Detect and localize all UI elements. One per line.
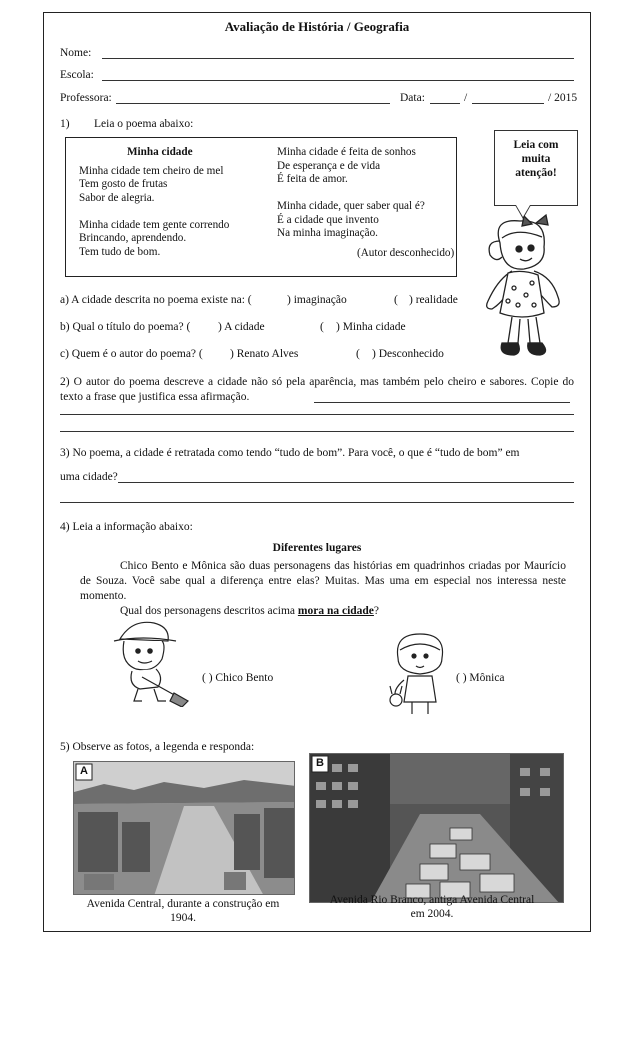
poem-line: Na minha imaginação. [277, 227, 378, 239]
q4-text: 4) Leia a informação abaixo: [60, 521, 193, 533]
q4-question-pre: Qual dos personagens descritos acima [120, 605, 296, 617]
q-c-option-desconhecido: ) Desconhecido [372, 348, 444, 360]
poem-line: É a cidade que invento [277, 213, 379, 226]
bubble-line: atenção! [515, 167, 557, 179]
escola-line[interactable] [102, 80, 574, 81]
q5-text: 5) Observe as fotos, a legenda e responda: [60, 741, 255, 753]
poem-line: Sabor de alegria. [79, 191, 155, 204]
caption-photo-b: Avenida Rio Branco, antiga Avenida Central em 2004. [329, 894, 535, 920]
photo-a-label: A [80, 765, 88, 777]
q3-answer-line[interactable] [118, 482, 574, 483]
photo-avenida-central-1904 [73, 761, 295, 895]
q3-text: 3) No poema, a cidade é retratada como tendo “tudo de bom”. Para você, o que é “tudo de bom” em [60, 447, 520, 459]
escola-label: Escola: [60, 69, 94, 81]
q-b-paren: ( [320, 321, 324, 333]
photo-avenida-rio-branco-2004 [309, 753, 564, 903]
magali-girl-illustration [462, 213, 572, 368]
poem-line: Minha cidade é feita de sonhos [277, 146, 416, 158]
q2-answer-line[interactable] [60, 414, 574, 415]
q2-text: 2) O autor do poema descreve a cidade não só pela aparência, mas também pelo cheiro e sabores. Copie do texto a frase que justifica essa afirmação. [60, 376, 574, 403]
bubble-line: muita [521, 153, 551, 165]
poem-line: É feita de amor. [277, 173, 348, 185]
q-c-paren: ( [356, 348, 360, 360]
poem-title: Minha cidade [127, 146, 193, 158]
q-c-text: c) Quem é o autor do poema? ( [60, 348, 203, 360]
professora-line[interactable] [116, 103, 390, 104]
q1-prompt: Leia o poema abaixo: [94, 118, 194, 130]
q3-answer-line[interactable] [60, 502, 574, 503]
poem-right-column [277, 146, 454, 260]
data-label: Data: [400, 92, 425, 104]
q4-heading: Diferentes lugares [272, 542, 362, 554]
q3-text-cont: uma cidade? [60, 471, 118, 483]
professora-label: Professora: [60, 92, 112, 104]
chico-bento-illustration [102, 615, 197, 707]
q4-option-monica[interactable]: ( ) Mônica [456, 672, 505, 684]
poem-box [65, 137, 457, 277]
poem-line: Minha cidade tem gente correndo [79, 218, 230, 231]
q4-question-emphasis: mora na cidade [297, 605, 374, 617]
poem-line: Minha cidade tem cheiro de mel [79, 164, 224, 177]
speech-bubble [494, 130, 578, 206]
q2-answer-line[interactable] [314, 402, 570, 403]
poem-left-column [79, 146, 229, 259]
data-month-line[interactable] [472, 103, 544, 104]
poem-line: Minha cidade, quer saber qual é? [277, 200, 425, 212]
monica-illustration [384, 628, 456, 718]
poem-line: De esperança e de vida [277, 159, 381, 172]
poem-line: Brincando, aprendendo. [79, 232, 187, 244]
photo-a-rendering [74, 762, 295, 895]
poem-author: (Autor desconhecido) [357, 246, 455, 259]
nome-line[interactable] [102, 58, 574, 59]
page-title: Avaliação de História / Geografia [224, 19, 410, 34]
photo-b-rendering [310, 754, 564, 903]
q-a-option-realidade: ) realidade [409, 294, 458, 306]
photo-b-label: B [316, 757, 324, 769]
q4-option-chico-bento[interactable]: ( ) Chico Bento [202, 672, 274, 684]
q-b-text: b) Qual o título do poema? ( [60, 321, 191, 333]
q-c-option-renato: ) Renato Alves [230, 348, 299, 360]
data-year: / 2015 [548, 92, 578, 104]
q4-question-post: ? [373, 605, 380, 617]
nome-label: Nome: [60, 47, 92, 59]
q1-number: 1) [60, 118, 70, 130]
bubble-line: Leia com [513, 139, 559, 151]
q-a-text: a) A cidade descrita no poema existe na: ( [60, 294, 252, 306]
data-separator: / [464, 92, 468, 104]
q-a-option-imaginacao: ) imaginação [287, 294, 347, 306]
worksheet-page [43, 12, 591, 932]
poem-line: Tem tudo de bom. [79, 245, 161, 258]
q-b-option-minha-cidade: ) Minha cidade [336, 321, 406, 333]
q2-answer-line[interactable] [60, 431, 574, 432]
q-a-paren: ( [394, 294, 398, 306]
q-b-option-a-cidade: ) A cidade [218, 321, 265, 333]
q4-paragraph: Chico Bento e Mônica são duas personagens das histórias em quadrinhos criadas por Maurício de Souza. Você sabe qual a diferença entre elas? Muitas. Mas uma em especial nos interessa neste momento. [80, 560, 566, 602]
data-day-line[interactable] [430, 103, 460, 104]
caption-photo-a: Avenida Central, durante a construção em 1904. [86, 898, 280, 924]
poem-line: Tem gosto de frutas [79, 178, 168, 190]
